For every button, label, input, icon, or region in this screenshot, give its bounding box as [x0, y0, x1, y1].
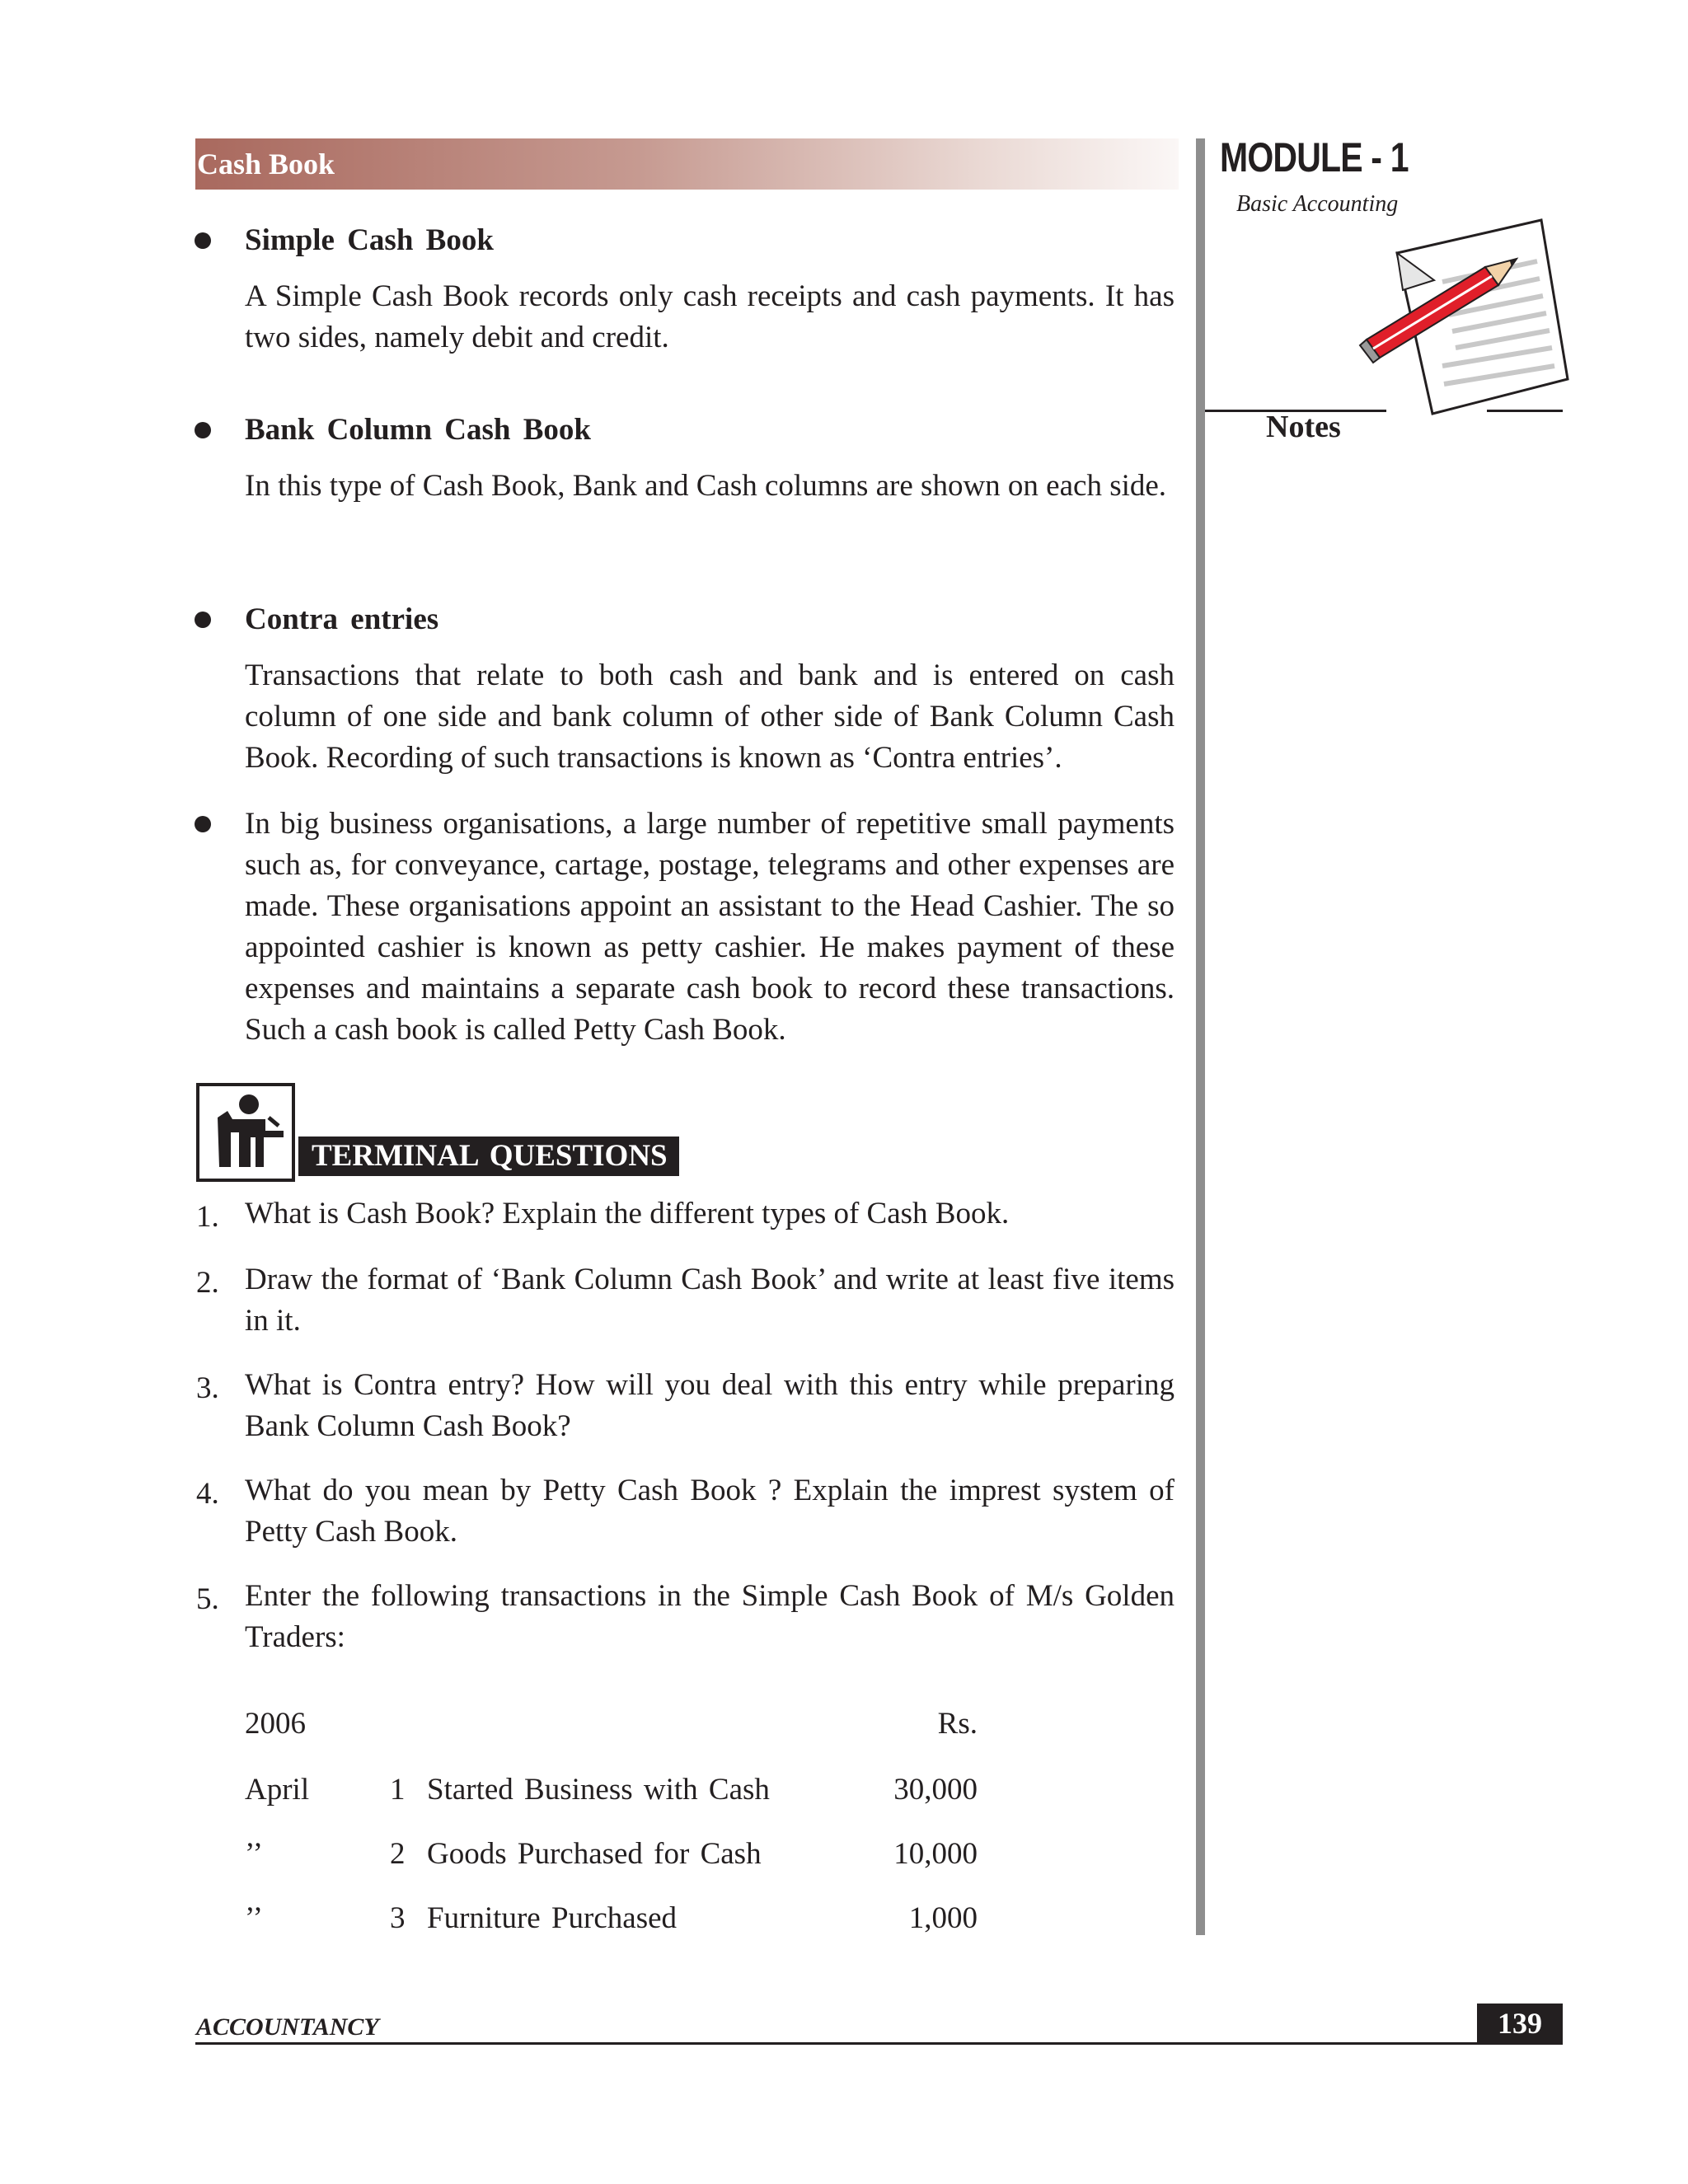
question-text: What is Contra entry? How will you deal with this entry while preparing Bank Column Cash Book?	[245, 1368, 1175, 1443]
header-bar	[195, 138, 1179, 190]
transaction-day: 2	[390, 1837, 406, 1871]
notes-label: Notes	[1266, 410, 1341, 444]
transaction-currency: Rs.	[937, 1707, 978, 1741]
page-title: Cash Book	[197, 148, 335, 180]
bullet-text: In big business organisations, a large number of repetitive small payments such as, for conveyance, cartage, postage, telegrams and other expenses are made. These organisations appoint an assistant to the Head Cashier. The so appointed cashier is known as petty cashier. He makes payment of these expenses and maintains a separate cash book to record these transactions. Such a cash book is called Petty Cash Book.	[245, 807, 1175, 1047]
module-subtitle: Basic Accounting	[1236, 191, 1399, 217]
question-number: 1.	[196, 1200, 219, 1234]
bullet-heading: Bank Column Cash Book	[245, 413, 592, 447]
transaction-month: April	[245, 1773, 310, 1807]
footer-rule	[195, 2042, 1563, 2045]
transaction-amount: 30,000	[893, 1773, 978, 1807]
margin-rule	[1196, 138, 1205, 1935]
bullet-dot	[195, 422, 211, 438]
bullet-dot	[195, 816, 211, 832]
question-text: What do you mean by Petty Cash Book ? Explain the imprest system of Petty Cash Book.	[245, 1474, 1175, 1549]
transaction-month: ’’	[245, 1901, 263, 1935]
transaction-desc: Furniture Purchased	[427, 1901, 678, 1935]
notes-pencil-icon	[1352, 216, 1574, 438]
transaction-month: ’’	[245, 1837, 263, 1871]
bullet-heading: Contra entries	[245, 602, 439, 636]
question-number: 5.	[196, 1582, 219, 1616]
transaction-year: 2006	[245, 1707, 306, 1741]
footer-subject: ACCOUNTANCY	[196, 2013, 379, 2041]
bullet-text: Transactions that relate to both cash and bank and is entered on cash column of one side and bank column of other side of Bank Column Cash Book. Recording of such transactions is known as ‘Contra entries’.	[245, 658, 1175, 775]
question-text: Draw the format of ‘Bank Column Cash Book’ and write at least five items in it.	[245, 1263, 1175, 1338]
notes-rule-right	[1487, 410, 1563, 412]
bullet-text: In this type of Cash Book, Bank and Cash columns are shown on each side.	[245, 469, 1167, 503]
bullet-dot	[195, 612, 211, 628]
transaction-amount: 10,000	[893, 1837, 978, 1871]
question-text: Enter the following transactions in the Simple Cash Book of M/s Golden Traders:	[245, 1579, 1175, 1654]
transaction-desc: Goods Purchased for Cash	[427, 1837, 762, 1871]
bullet-text: A Simple Cash Book records only cash receipts and cash payments. It has two sides, namely debit and credit.	[245, 279, 1175, 354]
transaction-desc: Started Business with Cash	[427, 1773, 770, 1807]
question-number: 4.	[196, 1477, 219, 1511]
question-number: 2.	[196, 1266, 219, 1300]
question-number: 3.	[196, 1371, 219, 1405]
bullet-heading: Simple Cash Book	[245, 223, 494, 257]
page-number: 139	[1477, 2004, 1563, 2043]
transaction-amount: 1,000	[908, 1901, 978, 1935]
terminal-questions-label: TERMINAL QUESTIONS	[298, 1137, 679, 1176]
bullet-dot	[195, 232, 211, 249]
transaction-day: 1	[390, 1773, 406, 1807]
module-title: MODULE - 1	[1220, 134, 1409, 180]
transaction-day: 3	[390, 1901, 406, 1935]
student-writing-icon	[196, 1083, 295, 1182]
question-text: What is Cash Book? Explain the different types of Cash Book.	[245, 1197, 1010, 1230]
